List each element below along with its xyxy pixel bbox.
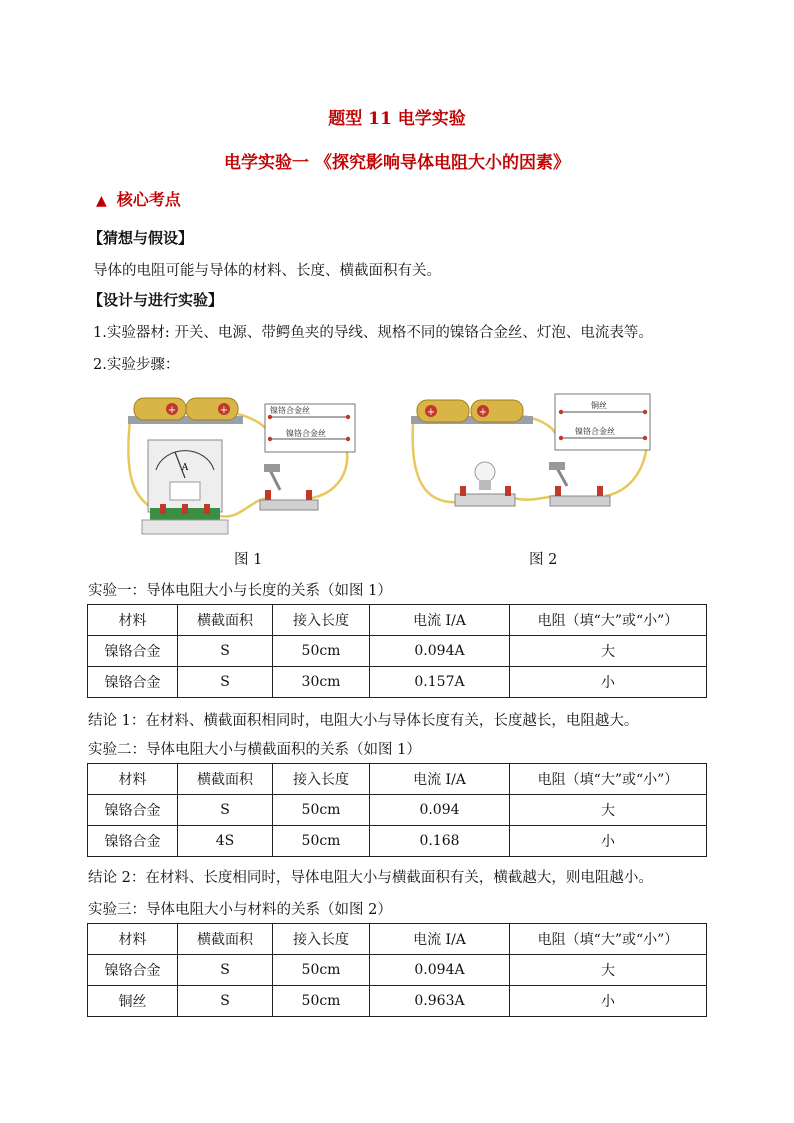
figure-2-caption: 图 2 xyxy=(529,552,558,568)
core-heading-text: 核心考点 xyxy=(116,190,181,209)
table-cell: 0.963A xyxy=(370,986,510,1017)
table-cell: 0.094A xyxy=(370,955,510,986)
header-cell: 材料 xyxy=(88,924,178,955)
table-cell: 大 xyxy=(510,795,707,826)
table-header-row xyxy=(88,605,707,636)
table-cell: 小 xyxy=(510,826,707,857)
table-header-row xyxy=(88,924,707,955)
step-2-text: 2.实验步骤： xyxy=(93,357,180,373)
table-cell: 50cm xyxy=(273,955,370,986)
header-cell: 电阻（填“大”或“小”） xyxy=(510,764,707,795)
table-cell: 镍铬合金 xyxy=(88,955,178,986)
table-cell: 50cm xyxy=(273,986,370,1017)
table-cell: S xyxy=(178,955,273,986)
header-cell: 横截面积 xyxy=(178,605,273,636)
page-title: 题型 11 电学实验 xyxy=(328,109,466,129)
table-cell: 镍铬合金 xyxy=(88,795,178,826)
svg-text:+: + xyxy=(219,405,229,416)
conclusion-2: 结论 2：在材料、长度相同时，导体电阻大小与横截面积有关，横截越大，则电阻越小。 xyxy=(88,870,653,886)
svg-text:+: + xyxy=(167,405,177,416)
fig2-wire-bottom-label: 镍铬合金丝 xyxy=(575,427,615,436)
table-row xyxy=(88,667,707,698)
svg-text:+: + xyxy=(426,407,436,418)
table-cell: 50cm xyxy=(273,636,370,667)
table-row xyxy=(88,955,707,986)
table-cell: 大 xyxy=(510,636,707,667)
table-cell: S xyxy=(178,667,273,698)
hypothesis-text: 导体的电阻可能与导体的材料、长度、横截面积有关。 xyxy=(93,263,441,279)
header-cell: 材料 xyxy=(88,605,178,636)
conclusion-1: 结论 1：在材料、横截面积相同时，电阻大小与导体长度有关，长度越长，电阻越大。 xyxy=(88,713,639,729)
table-cell: 30cm xyxy=(273,667,370,698)
header-cell: 材料 xyxy=(88,764,178,795)
figure-1-caption: 图 1 xyxy=(234,552,263,568)
table-cell: 0.094 xyxy=(370,795,510,826)
table-row xyxy=(88,826,707,857)
fig1-wire-top-label: 镍铬合金丝 xyxy=(270,406,310,415)
table-cell: 镍铬合金 xyxy=(88,826,178,857)
svg-text:+: + xyxy=(478,407,488,418)
header-cell: 横截面积 xyxy=(178,924,273,955)
fig2-wire-top-label: 铜丝 xyxy=(591,401,607,410)
header-cell: 电流 I/A xyxy=(370,924,510,955)
table-cell: S xyxy=(178,986,273,1017)
design-heading: 【设计与进行实验】 xyxy=(88,291,224,309)
fig1-wire-bottom-label: 镍铬合金丝 xyxy=(286,429,326,438)
table-row xyxy=(88,636,707,667)
table-cell: S xyxy=(178,636,273,667)
table-cell: 小 xyxy=(510,667,707,698)
header-cell: 电流 I/A xyxy=(370,764,510,795)
table-cell: 50cm xyxy=(273,826,370,857)
header-cell: 横截面积 xyxy=(178,764,273,795)
table-row xyxy=(88,795,707,826)
table-cell: 0.157A xyxy=(370,667,510,698)
table-cell: 镍铬合金 xyxy=(88,636,178,667)
header-cell: 电流 I/A xyxy=(370,605,510,636)
figure-2-circuit xyxy=(405,390,655,545)
table-cell: 铜丝 xyxy=(88,986,178,1017)
step-1-text: 1.实验器材: 开关、电源、带鳄鱼夹的导线、规格不同的镍铬合金丝、灯泡、电流表等。 xyxy=(93,325,653,341)
page-subtitle: 电学实验一 《探究影响导体电阻大小的因素》 xyxy=(224,153,570,173)
header-cell: 接入长度 xyxy=(273,605,370,636)
table-cell: 0.094A xyxy=(370,636,510,667)
header-cell: 电阻（填“大”或“小”） xyxy=(510,924,707,955)
table-cell: 4S xyxy=(178,826,273,857)
experiment-3-table xyxy=(87,923,707,1017)
header-cell: 接入长度 xyxy=(273,764,370,795)
table-cell: S xyxy=(178,795,273,826)
experiment-3-title: 实验三：导体电阻大小与材料的关系（如图 2） xyxy=(88,902,392,918)
table-cell: 镍铬合金 xyxy=(88,667,178,698)
experiment-1-table xyxy=(87,604,707,698)
table-cell: 小 xyxy=(510,986,707,1017)
table-cell: 大 xyxy=(510,955,707,986)
header-cell: 电阻（填“大”或“小”） xyxy=(510,605,707,636)
experiment-2-table xyxy=(87,763,707,857)
experiment-1-title: 实验一：导体电阻大小与长度的关系（如图 1） xyxy=(88,583,392,599)
table-row xyxy=(88,986,707,1017)
core-heading xyxy=(96,187,181,210)
table-cell: 50cm xyxy=(273,795,370,826)
hypothesis-heading: 【猜想与假设】 xyxy=(88,229,194,247)
header-cell: 接入长度 xyxy=(273,924,370,955)
fig1-ammeter-letter: A xyxy=(181,463,189,473)
triangle-up-icon: ▲ xyxy=(96,193,107,209)
table-cell: 0.168 xyxy=(370,826,510,857)
figure-1-circuit xyxy=(120,390,360,545)
experiment-2-title: 实验二：导体电阻大小与横截面积的关系（如图 1） xyxy=(88,742,421,758)
table-header-row xyxy=(88,764,707,795)
